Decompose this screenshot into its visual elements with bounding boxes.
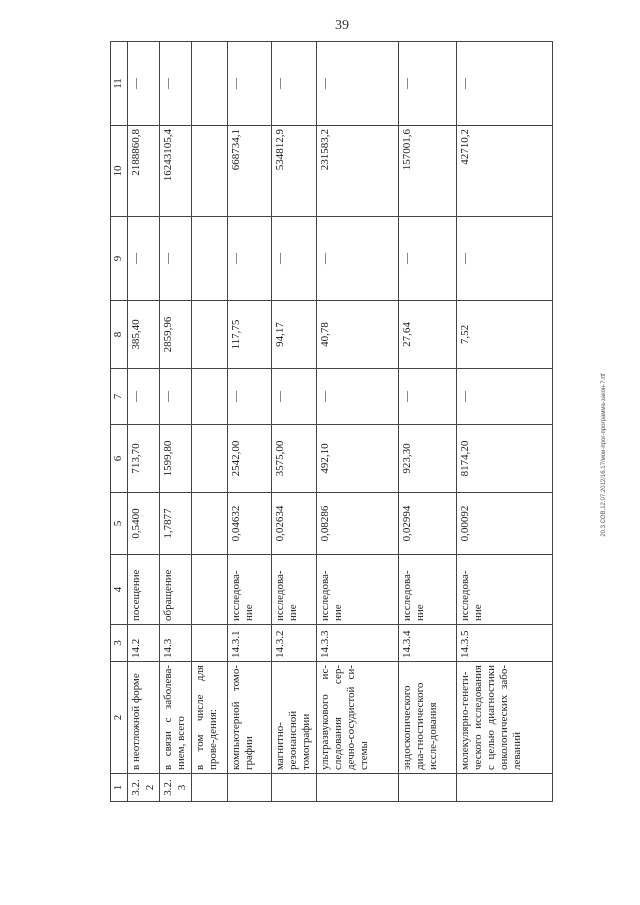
- row-code: [272, 774, 317, 802]
- row-col11: —: [398, 42, 456, 126]
- row-col7: —: [128, 369, 160, 425]
- row-col11: —: [272, 42, 317, 126]
- row-code: [398, 774, 456, 802]
- row-col11: [192, 42, 228, 126]
- column-number: 5: [111, 493, 128, 555]
- column-number: 7: [111, 369, 128, 425]
- row-description: эндоскопического диа-гностического иссле-дования: [398, 662, 456, 774]
- row-description: в неотложной форме: [128, 662, 160, 774]
- row-col7: —: [160, 369, 192, 425]
- row-total: 42710,2: [456, 126, 552, 217]
- row-col9: —: [128, 217, 160, 301]
- column-number: 9: [111, 217, 128, 301]
- row-cost: 8174,20: [456, 425, 552, 493]
- row-code: 3.2.3: [160, 774, 192, 802]
- column-number-row: [111, 42, 128, 802]
- row-cost: 492,10: [316, 425, 398, 493]
- row-code: [316, 774, 398, 802]
- table-row: [456, 42, 552, 802]
- row-total: 231583,2: [316, 126, 398, 217]
- row-per-capita: 40,78: [316, 301, 398, 369]
- row-norm: 0,02634: [272, 493, 317, 555]
- row-index: 14.3.5: [456, 625, 552, 662]
- column-number: 8: [111, 301, 128, 369]
- row-per-capita: 27,64: [398, 301, 456, 369]
- row-cost: 1599,80: [160, 425, 192, 493]
- row-norm: [192, 493, 228, 555]
- row-unit: исследова-ние: [456, 555, 552, 625]
- column-number: 10: [111, 126, 128, 217]
- row-cost: 2542,00: [228, 425, 272, 493]
- row-norm: 0,5400: [128, 493, 160, 555]
- row-index: 14.2: [128, 625, 160, 662]
- row-col11: —: [160, 42, 192, 126]
- row-col11: —: [456, 42, 552, 126]
- row-cost: [192, 425, 228, 493]
- row-col9: —: [316, 217, 398, 301]
- row-unit: посещение: [128, 555, 160, 625]
- row-col7: —: [228, 369, 272, 425]
- row-unit: обращение: [160, 555, 192, 625]
- row-norm: 0,02994: [398, 493, 456, 555]
- row-per-capita: 117,75: [228, 301, 272, 369]
- table-row: [192, 42, 228, 802]
- row-description: в связи с заболева-нием, всего: [160, 662, 192, 774]
- rotated-table-frame: [110, 42, 550, 802]
- row-col7: —: [398, 369, 456, 425]
- row-code: [456, 774, 552, 802]
- column-number: 3: [111, 625, 128, 662]
- row-cost: 713,70: [128, 425, 160, 493]
- row-norm: 1,7877: [160, 493, 192, 555]
- table-row: [316, 42, 398, 802]
- file-path-note: 20.3.СОВ.12.07.2012/16.17/мои-прог-программа-закон-7.rtf: [601, 373, 607, 537]
- row-index: 14.3.1: [228, 625, 272, 662]
- row-col11: —: [316, 42, 398, 126]
- row-cost: 3575,00: [272, 425, 317, 493]
- column-number: 11: [111, 42, 128, 126]
- column-number: 4: [111, 555, 128, 625]
- row-col7: [192, 369, 228, 425]
- row-description: молекулярно-генети-ческого исследования с целью диагностики онкологических забо-леваний: [456, 662, 552, 774]
- row-cost: 923,30: [398, 425, 456, 493]
- row-unit: исследова-ние: [272, 555, 317, 625]
- row-total: [192, 126, 228, 217]
- row-col11: —: [128, 42, 160, 126]
- row-per-capita: 94,17: [272, 301, 317, 369]
- row-code: [228, 774, 272, 802]
- row-index: [192, 625, 228, 662]
- row-col9: —: [228, 217, 272, 301]
- row-total: 16243105,4: [160, 126, 192, 217]
- tariff-table: [110, 41, 553, 802]
- row-index: 14.3.3: [316, 625, 398, 662]
- row-col9: [192, 217, 228, 301]
- table-row: [272, 42, 317, 802]
- row-description: компьютерной томо-графии: [228, 662, 272, 774]
- row-total: 2188860,8: [128, 126, 160, 217]
- row-unit: исследова-ние: [398, 555, 456, 625]
- row-col11: —: [228, 42, 272, 126]
- column-number: 2: [111, 662, 128, 774]
- column-number: 1: [111, 774, 128, 802]
- row-index: 14.3.2: [272, 625, 317, 662]
- column-number: 6: [111, 425, 128, 493]
- row-description: в том числе для прове-дения:: [192, 662, 228, 774]
- row-col9: —: [398, 217, 456, 301]
- row-col7: —: [316, 369, 398, 425]
- row-index: 14.3: [160, 625, 192, 662]
- row-col9: —: [456, 217, 552, 301]
- row-total: 668734,1: [228, 126, 272, 217]
- row-unit: исследова-ние: [316, 555, 398, 625]
- row-norm: 0,00092: [456, 493, 552, 555]
- table-row: [398, 42, 456, 802]
- row-norm: 0,04632: [228, 493, 272, 555]
- row-per-capita: 7,52: [456, 301, 552, 369]
- row-total: 157001,6: [398, 126, 456, 217]
- row-col7: —: [456, 369, 552, 425]
- row-per-capita: 385,40: [128, 301, 160, 369]
- row-col9: —: [272, 217, 317, 301]
- table-row: [228, 42, 272, 802]
- row-norm: 0,08286: [316, 493, 398, 555]
- row-total: 534812,9: [272, 126, 317, 217]
- row-per-capita: [192, 301, 228, 369]
- row-per-capita: 2859,96: [160, 301, 192, 369]
- row-description: ультразвукового ис-следования сер-дечно-сосудистой си-стемы: [316, 662, 398, 774]
- row-index: 14.3.4: [398, 625, 456, 662]
- row-description: магнитно-резонансной томографии: [272, 662, 317, 774]
- row-col9: —: [160, 217, 192, 301]
- table-row: [160, 42, 192, 802]
- row-code: [192, 774, 228, 802]
- page-number: 39: [335, 18, 349, 33]
- row-code: 3.2.2: [128, 774, 160, 802]
- row-col7: —: [272, 369, 317, 425]
- row-unit: [192, 555, 228, 625]
- table-row: [128, 42, 160, 802]
- row-unit: исследова-ние: [228, 555, 272, 625]
